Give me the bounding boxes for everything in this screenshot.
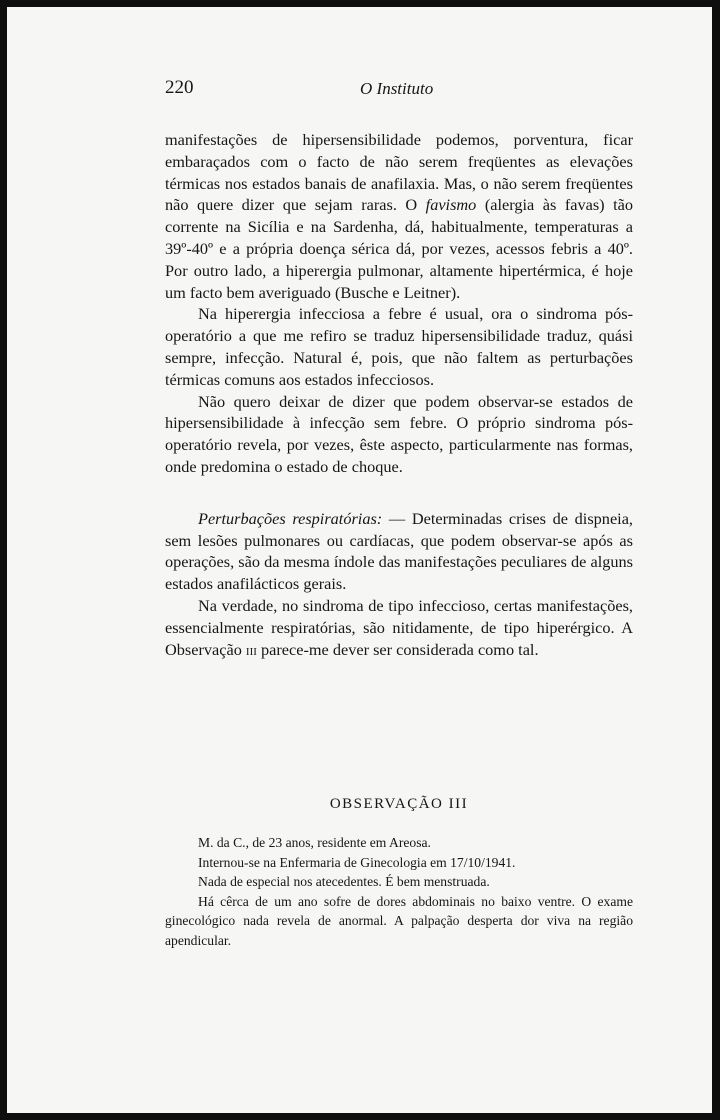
- document-page: [7, 7, 712, 1113]
- section-heading-inline: Perturbações respiratórias:: [198, 508, 383, 528]
- paragraph-emphasis: favismo: [425, 195, 477, 215]
- paragraph-text: Não quero deixar de dizer que podem observar-se estados de hipersensibilidade à infecção sem febre. O próprio sindroma pós-operatório revela, por vezes, êste aspecto, particularmente nas formas, onde predomina o estado de choque.: [165, 391, 633, 476]
- page-header: [165, 77, 633, 101]
- observation-title: OBSERVAÇÃO III: [329, 796, 469, 812]
- case-note-line: Há cêrca de um ano sofre de dores abdominais no baixo ventre. O exame ginecológico nada revela de anormal. A palpação desperta dor viva na região apendicular.: [165, 893, 633, 948]
- paragraph-text: (alergia às favas) tão corrente na Sicília e na Sardenha, dá, habitualmente, temperaturas a 39º-40º e a própria doença sérica dá, por vezes, acessos febris a 40º. Por outro lado, a hiperergia pulmonar, altamente hipertérmica, é hoje um facto bem averiguado (Busche e Leitner).: [165, 195, 633, 302]
- paragraph: [165, 391, 633, 478]
- case-note-line: Internou-se na Enfermaria de Ginecologia em 17/10/1941.: [198, 854, 516, 870]
- paragraph: [165, 595, 633, 660]
- paragraph-text: Na verdade, no sindroma de tipo infeccioso, certas manifestações, essencialmente respiratórias, são nitidamente, de tipo hiperérgico. A Observação: [165, 595, 633, 659]
- roman-numeral: iii: [245, 639, 257, 659]
- case-note-line: M. da C., de 23 anos, residente em Areosa.: [198, 835, 431, 850]
- paragraph-text: Na hiperergia infecciosa a febre é usual, ora o sindroma pós-operatório a que me refiro se traduz hipersensibilidade traduz, quási sempre, infecção. Natural é, pois, que não faltem as perturbações térmicas comuns aos estados infecciosos.: [165, 304, 633, 389]
- case-note-line: Nada de especial nos atecedentes. É bem menstruada.: [198, 874, 490, 889]
- paragraph: [165, 508, 633, 595]
- body-text: [165, 129, 633, 660]
- page-number: 220: [165, 77, 194, 98]
- paragraph-text: parece-me dever ser considerada como tal.: [256, 639, 539, 659]
- paragraph: [165, 303, 633, 390]
- paragraph-text: manifestações de hipersensibilidade podemos, porventura, ficar embaraçados com o facto de não serem freqüentes as elevações térmicas nos estados banais de anafilaxia. Mas, o não serem freqüentes não quere dizer que sejam raras. O: [165, 130, 633, 215]
- paragraph: [165, 129, 633, 303]
- paragraph-text: — Determinadas crises de dispneia, sem lesões pulmonares ou cardíacas, que podem observar-se após as operações, são da mesma índole das manifestações peculiares de alguns estados anafilácticos gerais.: [165, 508, 633, 594]
- case-notes: [165, 833, 633, 950]
- running-title: O Instituto: [360, 79, 434, 98]
